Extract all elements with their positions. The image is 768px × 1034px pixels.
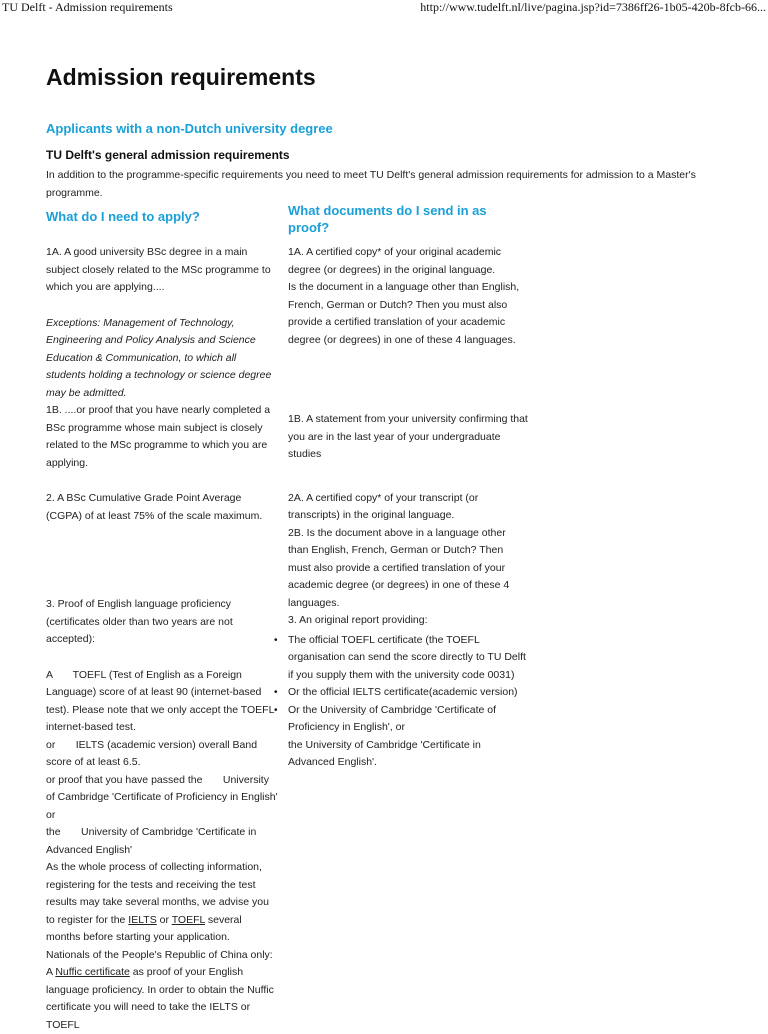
document-1b: 1B. A statement from your university confirming that you are in the last year of your undergraduate studies [288,411,528,464]
china-text-b: as proof of your English language proficiency. In order to obtain the Nuffic certificate you will need to take the IELTS or TOEFL [46,966,274,1031]
process-advice [46,859,278,947]
document-1a-translation: Is the document in a language other than English, French, German or Dutch? Then you must also provide a certified translation of your academic degree (or degrees) in one of these 4 languages. [288,279,528,349]
requirement-2: 2. A BSc Cumulative Grade Point Average (CGPA) of at least 75% of the scale maximum. [46,490,278,525]
document-2b: 2B. Is the document above in a language other than English, French, German or Dutch? Then must also provide a certified translation of your academic degree (or degrees) in one of these 4 languages. [288,525,528,613]
requirement-exceptions: Exceptions: Management of Technology, Engineering and Policy Analysis and Science Education & Communication, to which all students holding a technology or science degree may be admitted. [46,315,278,403]
requirement-1a: 1A. A good university BSc degree in a main subject closely related to the MSc programme to which you are applying.... [46,244,278,297]
print-header [0,0,768,16]
right-column-heading: What documents do I send in as proof? [288,202,518,236]
list-item: • Or the University of Cambridge 'Certificate of Proficiency in English', or [288,702,528,737]
certificate-list [288,632,528,737]
document-1a: 1A. A certified copy* of your original academic degree (or degrees) in the original language. [288,244,528,279]
requirements-column [46,244,278,1034]
china-note [46,947,278,1034]
list-item: • The official TOEFL certificate (the TOEFL organisation can send the score directly to TU Delft if you supply them with the university code 0031) [288,632,528,685]
print-header-title: TU Delft - Admission requirements [2,0,173,15]
section-title: Applicants with a non-Dutch university degree [46,121,333,136]
requirement-toefl: A TOEFL (Test of English as a Foreign Language) score of at least 90 (internet-based test). Please note that we only accept the TOEFL internet-based test. [46,667,278,737]
ielts-link[interactable]: IELTS [128,914,156,926]
china-text-a: Nationals of the People's Republic of China only: A [46,949,273,979]
general-requirements-title: TU Delft's general admission requirements [46,148,290,162]
requirement-cambridge-proficiency: or proof that you have passed the University of Cambridge 'Certificate of Proficiency in English' or [46,772,278,825]
document-2a: 2A. A certified copy* of your transcript (or transcripts) in the original language. [288,490,528,525]
document-3: 3. An original report providing: [288,612,528,630]
left-column-heading: What do I need to apply? [46,208,276,225]
list-item: • Or the official IELTS certificate(academic version) [288,684,528,702]
documents-column [288,244,528,772]
process-text-b: several months before starting your application. [46,914,242,944]
toefl-link[interactable]: TOEFL [172,914,205,926]
requirement-3: 3. Proof of English language proficiency (certificates older than two years are not accepted): [46,596,278,649]
process-text-or: or [157,914,172,926]
document-cambridge-advanced: the University of Cambridge 'Certificate in Advanced English'. [288,737,528,772]
intro-paragraph: In addition to the programme-specific requirements you need to meet TU Delft's general admission requirements for admission to a Master's programme. [46,166,716,202]
requirement-1b: 1B. ....or proof that you have nearly completed a BSc programme whose main subject is closely related to the MSc programme to which you are applying. [46,402,278,472]
page-title: Admission requirements [46,64,316,91]
requirement-cambridge-advanced: the University of Cambridge 'Certificate in Advanced English' [46,824,278,859]
process-text-a: As the whole process of collecting information, registering for the tests and receiving the test results may take several months, we advise you to register for the [46,861,269,926]
requirement-ielts: or IELTS (academic version) overall Band score of at least 6.5. [46,737,278,772]
print-header-url: http://www.tudelft.nl/live/pagina.jsp?id=7386ff26-1b05-420b-8fcb-66... [420,0,766,15]
nuffic-certificate-link[interactable]: Nuffic certificate [55,966,130,978]
